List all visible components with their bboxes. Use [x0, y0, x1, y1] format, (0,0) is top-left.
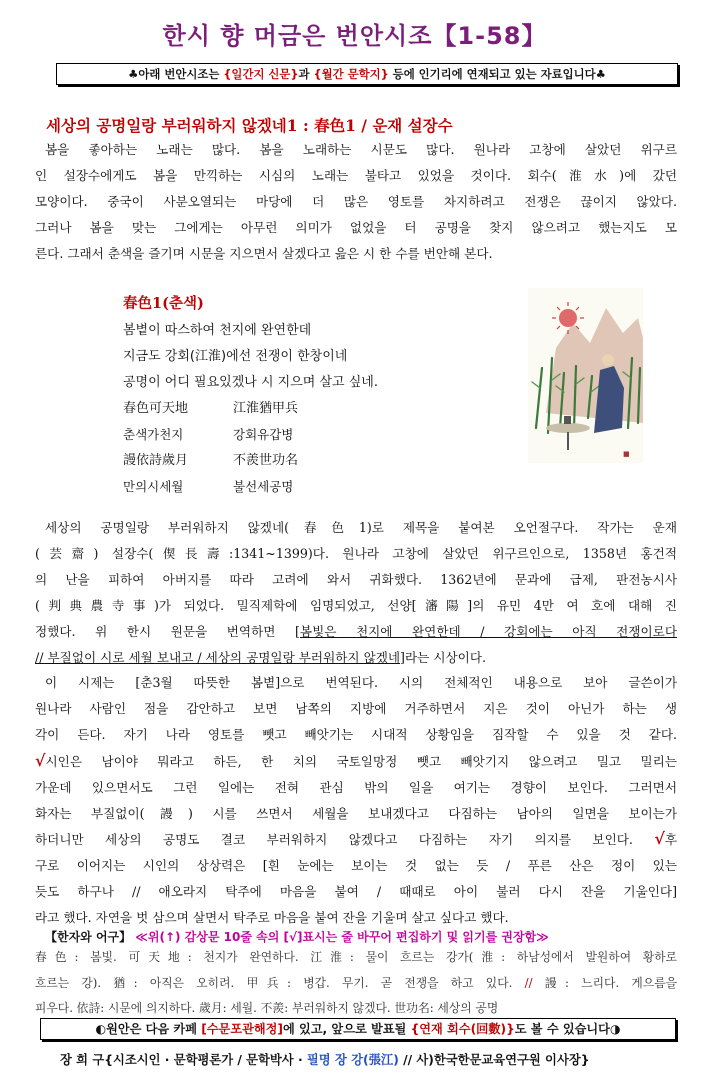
cafe-name: [수문포관해정] [201, 1022, 283, 1036]
pen-name: 필명 장 강(張江) [306, 1053, 399, 1067]
author-byline [60, 1050, 589, 1068]
intro-line: 모양이다. 중국이 사분오열되는 마당에 더 많은 영토를 차지하려고 전쟁은 끊이지 않았다. [35, 193, 677, 209]
glossary-line: 春色: 봄빛. 可天地: 천지가 완연하다. 江淮: 물이 흐르는 강가(淮: 하남성에서 발원하여 황하로 [35, 950, 677, 964]
body-line [35, 748, 677, 775]
body-text: 하더니만 세상의 공명도 결코 부러워하지 않겠다고 다짐하는 자기 의지를 보인다. [35, 832, 655, 848]
intro-paragraph [35, 137, 677, 267]
vocabulary-title: 【한자와 어구】 [45, 930, 132, 944]
translation-underlined: [봄빛은 천지에 완연한데 / 강회에는 아직 전쟁이로다 [294, 623, 678, 639]
poem-reading-row [123, 422, 513, 448]
vocabulary-glossary [35, 945, 677, 1022]
body-line: 세상의 공명일랑 부러워하지 않겠네(春色1)로 제목을 붙여본 오언절구다. 작가는 운재 [45, 520, 677, 535]
translation-underlined: // 부질없이 시로 세월 보내고 / 세상의 공명일랑 부러워하지 않겠네] [35, 649, 405, 665]
intro-line: 봄을 좋아하는 노래는 많다. 봄을 노래하는 시문도 많다. 원나라 고창에 살았던 위구르 [45, 142, 677, 157]
poem-hanja-left: 謾依詩歲月 [123, 453, 189, 468]
body-text: 정했다. 위 한시 원문을 번역하면 [35, 623, 295, 639]
body-line: 의 난을 피하여 아버지를 따라 고려에 와서 귀화했다. 1362년에 문과에 급제, 판전농시사 [35, 571, 677, 587]
line-break-check-icon: √ [35, 750, 46, 770]
body-line [35, 645, 677, 671]
poem-hanja-row [123, 448, 513, 474]
cafe-text: ◐원안은 다음 카페 [95, 1022, 202, 1036]
serial-notice [56, 63, 678, 85]
notice-text: ♣아래 번안시조는 [128, 67, 224, 81]
commentary-paragraph-2 [35, 670, 677, 931]
cafe-notice [40, 1018, 676, 1040]
body-line: 화자는 부질없이(謾) 시를 쓰면서 세월을 보내겠다고 다짐하는 남아의 일면을 보이는가 [35, 805, 677, 821]
vocabulary-heading [45, 928, 549, 945]
serial-count: {연재 회수(回數)} [410, 1022, 515, 1036]
body-line: (芸齋) 설장수(偰長壽:1341~1399)다. 원나라 고창에 살았던 위구르인으로, 1358년 홍건적 [35, 545, 677, 561]
body-line [35, 619, 677, 645]
notice-source-daily: {일간지 신문} [223, 67, 299, 81]
poem-reading-row [123, 474, 513, 500]
body-line: (判典農寺事)가 되었다. 밀직제학에 임명되었고, 선양[瀋陽]의 유민 4만 여 호에 대해 진 [35, 597, 677, 613]
poem-line: 봄볕이 따스하여 천지에 완연한데 [123, 323, 312, 338]
poem-line: 공명이 어디 필요있겠나 시 지으며 살고 싶네. [123, 375, 378, 390]
body-line: 이 시제는 [춘3월 따뜻한 봄볕]으로 번역된다. 시의 전체적인 내용으로 보아 글쓴이가 [45, 675, 677, 690]
body-line [35, 826, 677, 853]
cafe-text-end: 도 볼 수 있습니다◑ [514, 1022, 621, 1036]
author-affiliation: // 사)한국한문교육연구원 이사장} [398, 1053, 590, 1067]
notice-source-monthly: {월간 문학지} [313, 67, 389, 81]
poem-hanja-right: 不羨世功名 [233, 453, 299, 468]
page-title: 한시 향 머금은 번안시조【1-58】 [162, 22, 547, 50]
commentary-paragraph-1 [35, 515, 677, 670]
glossary-text: 흐르는 강). 猶: 아직은 오히려. 甲兵: 병갑. 무기. 곧 전쟁을 하고 있다. [35, 975, 525, 990]
poem-hanja-row [123, 396, 513, 422]
body-line: 원나라 사람인 점을 감안하고 보면 남쪽의 지방에 거주하면서 지은 것이 아닌가 하는 생 [35, 700, 677, 716]
body-line: 각이 든다. 자기 나라 영토를 뺏고 빼앗기는 시대적 상황임을 짐작할 수 있을 것 같다. [35, 726, 677, 742]
divider-mark: // [524, 975, 533, 990]
svg-text:■: ■ [623, 450, 630, 458]
poem-title: 春色1(춘색) [123, 295, 204, 312]
notice-text-mid: 과 [298, 67, 314, 81]
body-text: 시인은 남이야 뭐라고 하든, 한 치의 국토일망정 뺏고 빼앗기지 않으려고 밀고 밀리는 [45, 753, 677, 769]
body-line: 라고 했다. 자연을 벗 삼으며 살면서 탁주로 마음을 붙여 잔을 기울며 살고 싶다고 했다. [35, 910, 509, 926]
body-line: 가운데 있으면서도 그런 일에는 전혀 관심 밖의 일을 여기는 경향이 보인다. 그러면서 [35, 779, 677, 795]
poem-block [123, 292, 513, 500]
glossary-line: 피우다. 依詩: 시문에 의지하다. 歲月: 세월. 不羨: 부러워하지 않겠다. 世功名: 세상의 공명 [35, 1001, 499, 1015]
poem-illustration [528, 288, 643, 463]
article-heading: 세상의 공명일랑 부러워하지 않겠네1 : 春色1 / 운재 설장수 [46, 116, 453, 135]
poem-reading-right: 강회유갑병 [233, 427, 294, 442]
poem-reading-right: 불선세공명 [233, 479, 294, 494]
line-break-check-icon: √ [654, 829, 665, 849]
intro-line: 인 설장수에게도 봄을 만끽하는 시심의 노래는 불타고 있었을 것이다. 회수(淮水)에 갔던 [35, 167, 677, 183]
reading-tip: ≪위(↑) 감상문 10줄 속의 [√]표시는 줄 바꾸어 편집하기 및 읽기를 권장함≫ [135, 930, 549, 944]
poem-hanja-right: 江淮猶甲兵 [233, 401, 299, 416]
body-text: 후 [664, 832, 677, 848]
poem-reading-left: 춘색가천지 [123, 427, 184, 442]
glossary-text: 謾: 느리다. 게으름을 [532, 975, 678, 990]
body-text: 라는 시상이다. [404, 649, 486, 665]
body-line: 구로 이어지는 시인의 상상력은 [흰 눈에는 보이는 것 없는 듯 / 푸른 산은 정이 있는 [35, 858, 677, 874]
notice-text-end: 등에 인기리에 연재되고 있는 자료입니다♣ [388, 67, 606, 81]
author-text: 장 희 구{시조시인 · 문학평론가 / 문학박사 · [60, 1053, 307, 1067]
cafe-text-mid: 에 있고, 앞으로 발표될 [283, 1022, 411, 1036]
body-line: 듯도 하구나 // 애오라지 탁주에 마음을 붙여 / 때때로 아이 불러 다시 잔을 기울인다] [35, 884, 677, 900]
poem-reading-left: 만의시세월 [123, 479, 184, 494]
intro-line: 른다. 그래서 춘색을 즐기며 시문을 지으면서 살겠다고 읊은 시 한 수를 번안해 본다. [35, 245, 493, 261]
intro-line: 그러나 봄을 맞는 그에게는 아무런 의미가 없었을 터 공명을 찾지 않으려고 했는지도 모 [35, 219, 677, 235]
poem-line: 지금도 강회(江淮)에선 전쟁이 한창이네 [123, 349, 348, 364]
poem-hanja-left: 春色可天地 [123, 401, 189, 416]
glossary-line [35, 971, 677, 997]
